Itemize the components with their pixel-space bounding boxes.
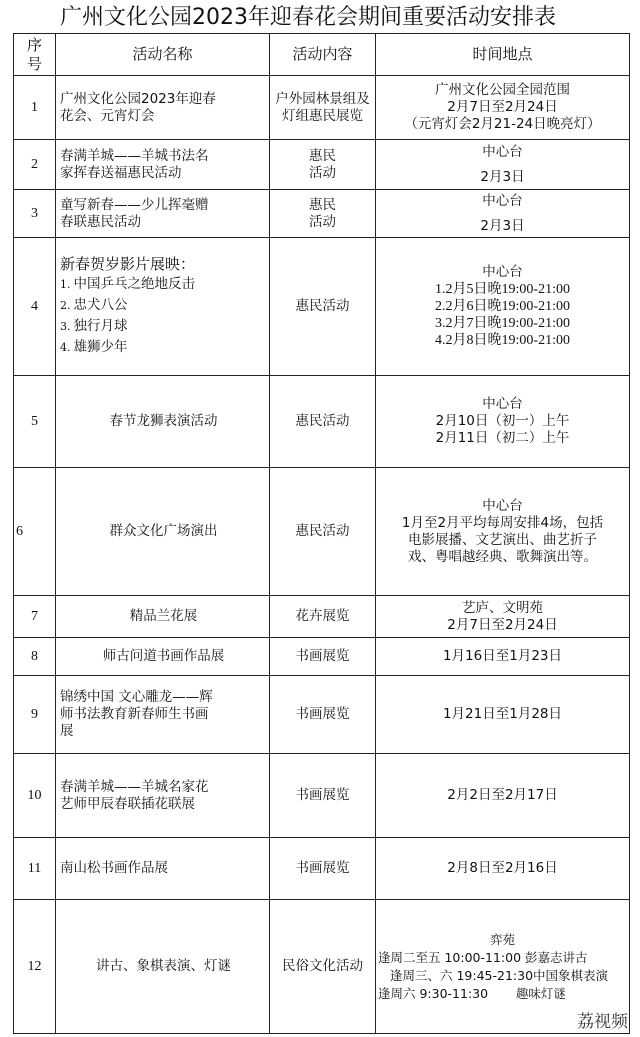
activity-name: 春满羊城——羊城书法名 家挥春送福惠民活动: [56, 140, 270, 190]
activity-name: [56, 238, 270, 376]
activity-name: 群众文化广场演出: [56, 468, 270, 596]
activity-time-place: 中心台 1月至2月平均每周安排4场，包括 电影展播、文艺演出、曲艺折子 戏、粤唱越经典、歌舞演出等。: [376, 468, 630, 596]
film-item: 4. 雄狮少年: [60, 339, 128, 355]
header-content: 活动内容: [270, 34, 376, 76]
watermark-logo: 荔视频: [577, 1012, 628, 1032]
table-row: [14, 754, 630, 838]
table-row: [14, 676, 630, 754]
table-row: [14, 900, 630, 1034]
activity-content: 惠民 活动: [270, 190, 376, 238]
activity-name: 春满羊城——羊城名家花 艺师甲辰春联插花联展: [56, 754, 270, 838]
table-row: [14, 596, 630, 638]
activity-content: 户外园林景组及 灯组惠民展览: [270, 76, 376, 140]
header-name: 活动名称: [56, 34, 270, 76]
activity-name: 讲古、象棋表演、灯谜: [56, 900, 270, 1034]
activity-time-place: 中心台 1.2月5日晚19:00-21:00 2.2月6日晚19:00-21:00 3.2月7日晚19:00-21:00 4.2月8日晚19:00-21:00: [376, 238, 630, 376]
table-row: [14, 190, 630, 238]
activity-content: 惠民活动: [270, 238, 376, 376]
activity-name: 春节龙狮表演活动: [56, 376, 270, 468]
table-row: [14, 140, 630, 190]
table-row: [14, 638, 630, 676]
activity-content: 惠民活动: [270, 376, 376, 468]
table-row: [14, 838, 630, 900]
activity-time-place: 1月16日至1月23日: [376, 638, 630, 676]
activity-name: 精品兰花展: [56, 596, 270, 638]
row-index: 9: [14, 676, 56, 754]
activity-time-place: 中心台 2月3日: [376, 140, 630, 190]
row-index: 4: [14, 238, 56, 376]
activity-time-place: 2月2日至2月17日: [376, 754, 630, 838]
activity-time-place: 2月8日至2月16日: [376, 838, 630, 900]
table-header-row: [14, 34, 630, 76]
activity-time-place: 弈苑 逢周二至五 10:00-11:00 彭嘉志讲古 逢周三、六 19:45-21:30中国象棋表演 逢周六 9:30-11:30 趣味灯谜: [376, 900, 630, 1034]
activity-time-place: 艺庐、文明苑 2月7日至2月24日: [376, 596, 630, 638]
activity-table: [13, 33, 630, 1034]
activity-name: 童写新春——少儿挥毫赠 春联惠民活动: [56, 190, 270, 238]
activity-time-place: 广州文化公园全园范围 2月7日至2月24日 （元宵灯会2月21-24日晚亮灯）: [376, 76, 630, 140]
row-index: 5: [14, 376, 56, 468]
row-index: 12: [14, 900, 56, 1034]
activity-content: 民俗文化活动: [270, 900, 376, 1034]
table-row: [14, 376, 630, 468]
page-title: 广州文化公园2023年迎春花会期间重要活动安排表: [60, 5, 556, 30]
activity-time-place: 中心台 2月10日（初一）上午 2月11日（初二）上午: [376, 376, 630, 468]
film-list-heading: 新春贺岁影片展映：: [60, 255, 196, 273]
activity-content: 书画展览: [270, 754, 376, 838]
activity-content: 书画展览: [270, 676, 376, 754]
film-item: 3. 独行月球: [60, 318, 128, 334]
table-row: [14, 76, 630, 140]
activity-content: 书画展览: [270, 838, 376, 900]
activity-content: 花卉展览: [270, 596, 376, 638]
row-index: 8: [14, 638, 56, 676]
film-item: 1. 中国乒乓之绝地反击: [60, 276, 195, 292]
activity-name: 南山松书画作品展: [56, 838, 270, 900]
table-row: [14, 468, 630, 596]
activity-name: 师古问道书画作品展: [56, 638, 270, 676]
header-idx: 序 号: [14, 34, 56, 76]
row-index: 7: [14, 596, 56, 638]
film-item: 2. 忠犬八公: [60, 297, 128, 313]
row-index: 10: [14, 754, 56, 838]
activity-name: 广州文化公园2023年迎春 花会、元宵灯会: [56, 76, 270, 140]
row-index: 11: [14, 838, 56, 900]
activity-content: 惠民活动: [270, 468, 376, 596]
activity-content: 书画展览: [270, 638, 376, 676]
table-row: [14, 238, 630, 376]
activity-time-place: 1月21日至1月28日: [376, 676, 630, 754]
activity-content: 惠民 活动: [270, 140, 376, 190]
header-time: 时间地点: [376, 34, 630, 76]
row-index: 6: [14, 468, 56, 596]
row-index: 1: [14, 76, 56, 140]
row-index: 2: [14, 140, 56, 190]
row-index: 3: [14, 190, 56, 238]
activity-time-place: 中心台 2月3日: [376, 190, 630, 238]
activity-name: 锦绣中国 文心雕龙——辉 师书法教育新春师生书画 展: [56, 676, 270, 754]
